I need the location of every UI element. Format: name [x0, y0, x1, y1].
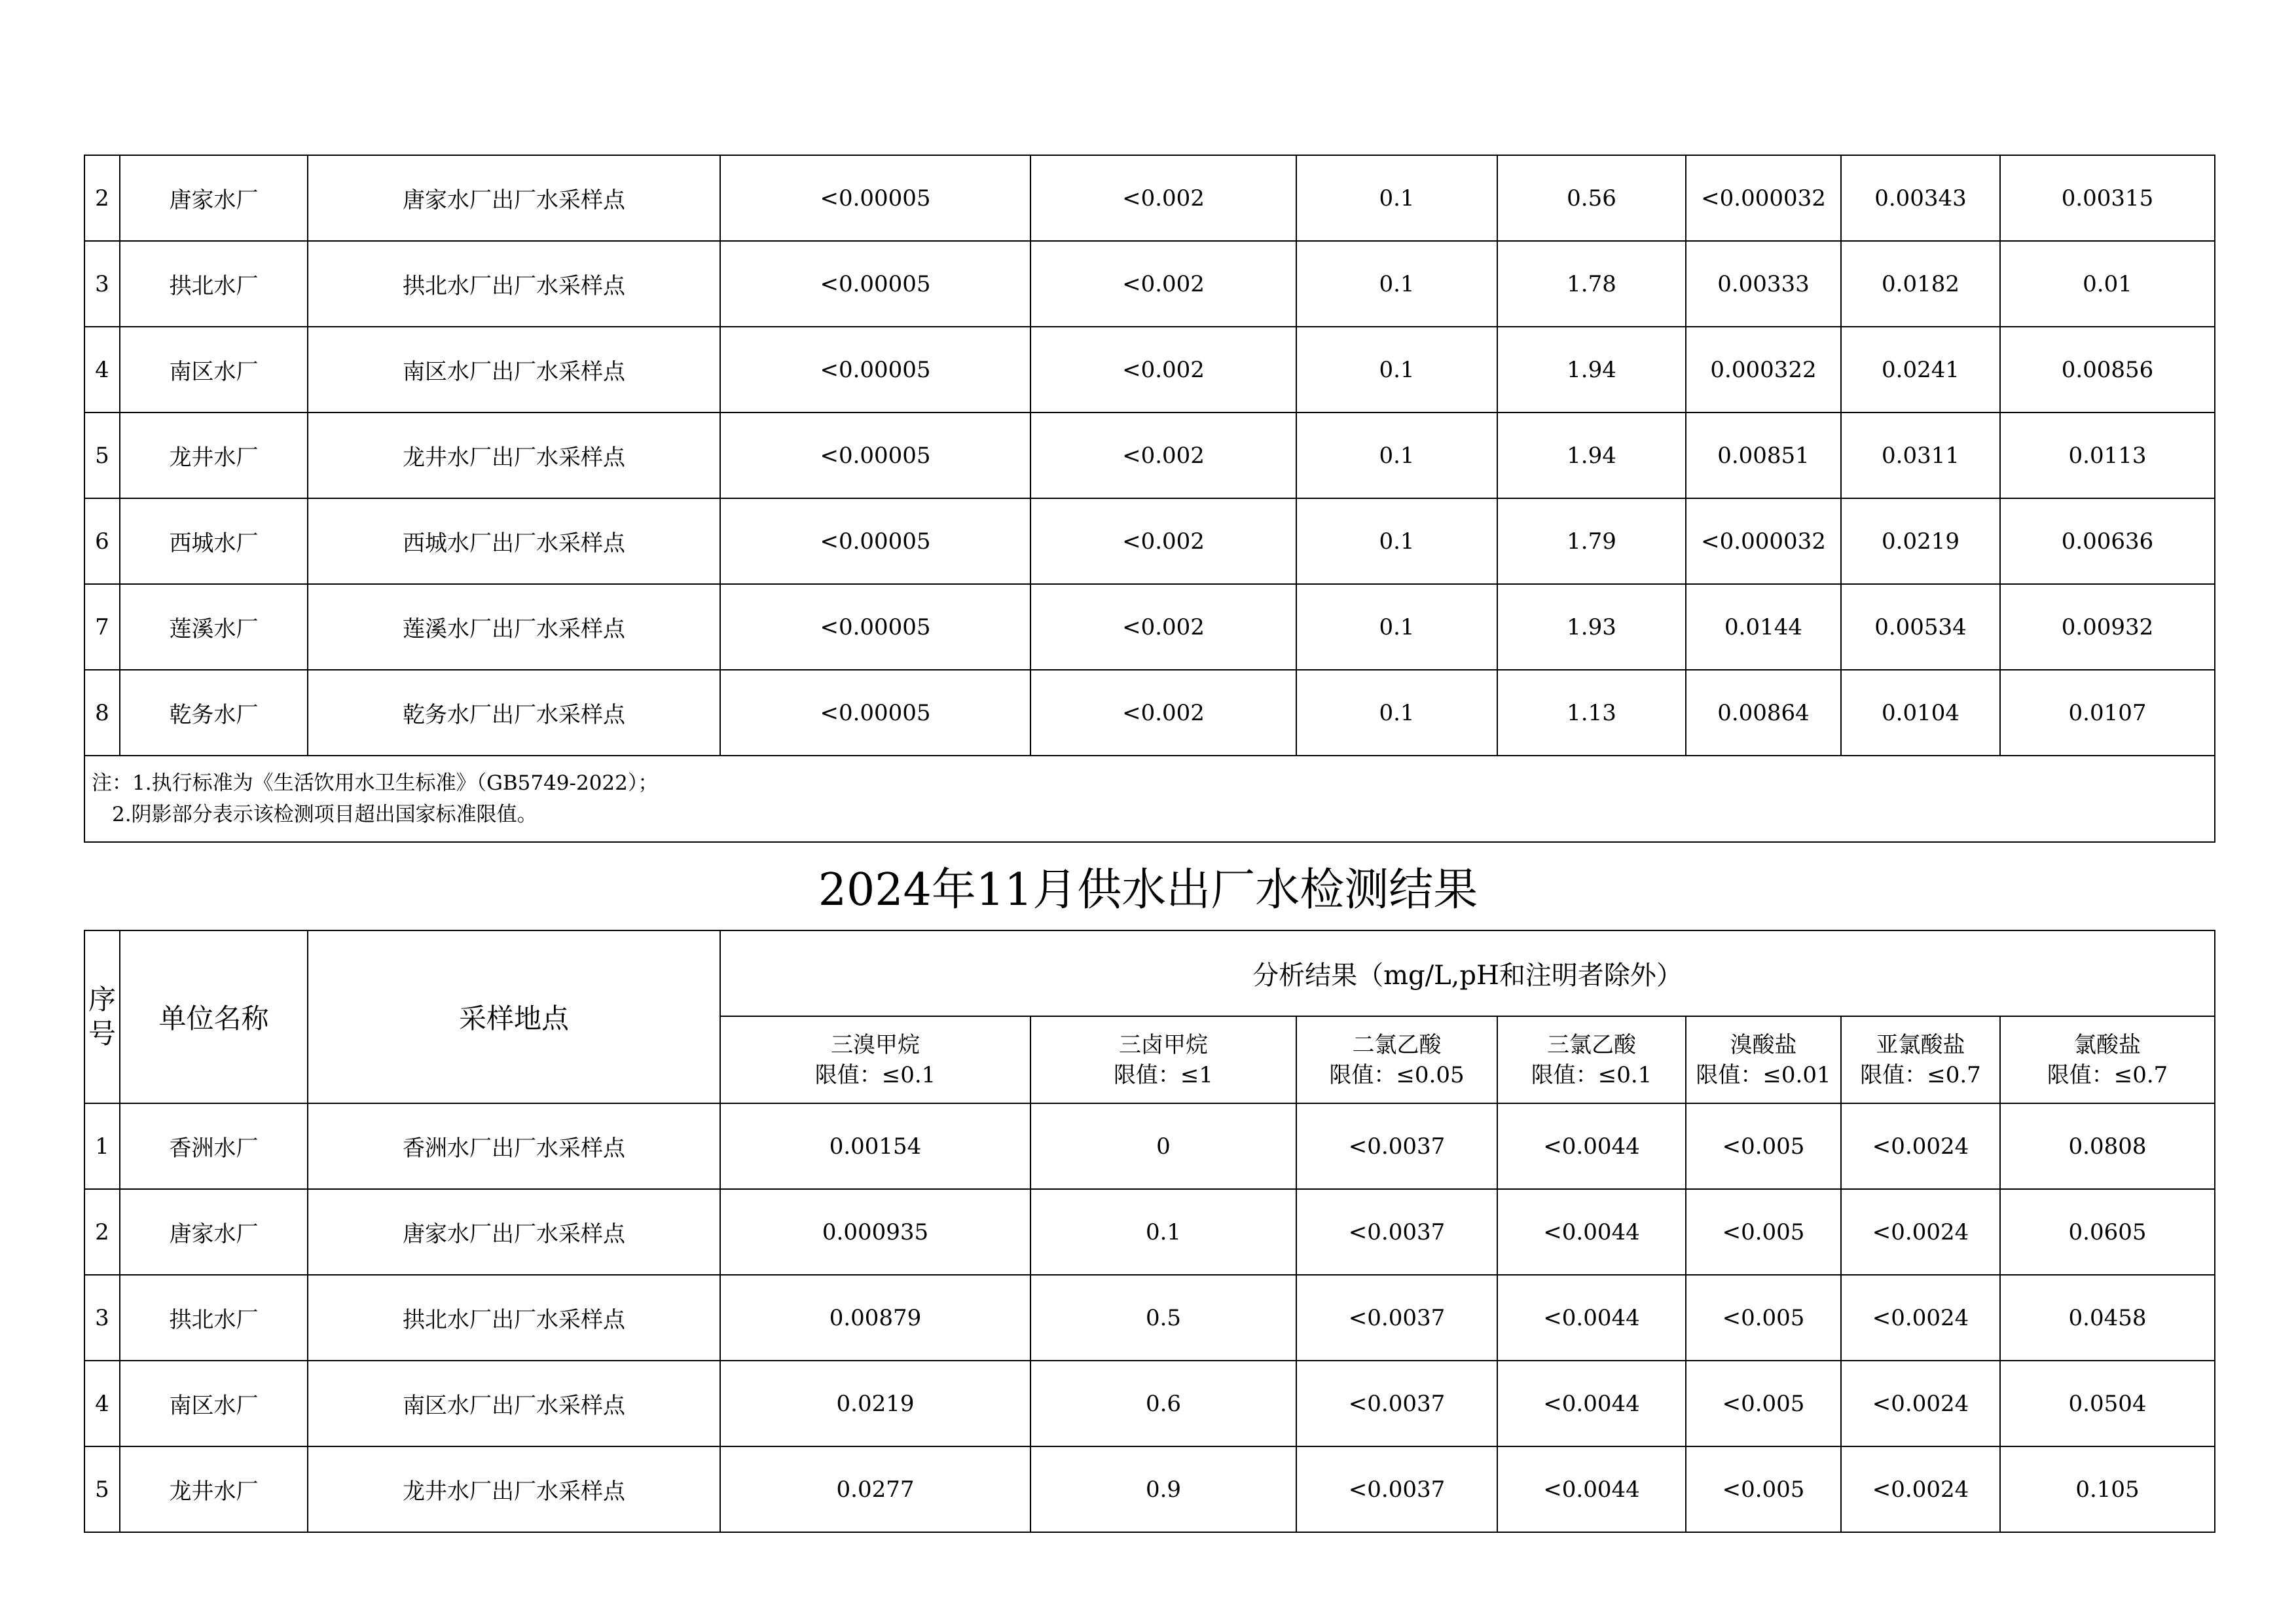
- column-name: 溴酸盐: [1730, 1031, 1797, 1058]
- table-row: [84, 241, 2215, 327]
- cell-sampling-site: 龙井水厂出厂水采样点: [308, 413, 720, 498]
- cell-v2: <0.002: [1030, 327, 1296, 413]
- cell-v5: 0.00851: [1686, 413, 1841, 498]
- cell-sampling-site: 南区水厂出厂水采样点: [308, 1361, 720, 1446]
- note-shading: 2.阴影部分表示该检测项目超出国家标准限值。: [92, 803, 538, 826]
- column-limit: 限值：≤0.1: [1531, 1061, 1652, 1088]
- cell-sampling-site: 唐家水厂出厂水采样点: [308, 1189, 720, 1275]
- cell-v4: 1.94: [1497, 413, 1686, 498]
- column-name: 三卤甲烷: [1119, 1031, 1208, 1058]
- page-title: 2024年11月供水出厂水检测结果: [818, 864, 1478, 916]
- column-name: 氯酸盐: [2074, 1031, 2141, 1058]
- cell-unit-name: 香洲水厂: [120, 1103, 308, 1189]
- cell-v4: <0.0044: [1497, 1189, 1686, 1275]
- cell-seq: 5: [84, 413, 120, 498]
- cell-v4: 1.78: [1497, 241, 1686, 327]
- cell-v4: <0.0044: [1497, 1361, 1686, 1446]
- cell-sampling-site: 香洲水厂出厂水采样点: [308, 1103, 720, 1189]
- cell-v6: 0.0219: [1841, 498, 2000, 584]
- cell-v6: 0.0104: [1841, 670, 2000, 756]
- cell-v7: 0.0808: [2000, 1103, 2215, 1189]
- cell-v4: 1.13: [1497, 670, 1686, 756]
- cell-v5: 0.00864: [1686, 670, 1841, 756]
- column-limit: 限值：≤0.01: [1696, 1061, 1831, 1088]
- cell-seq: 2: [84, 1189, 120, 1275]
- cell-v5: <0.005: [1686, 1361, 1841, 1446]
- cell-v7: 0.01: [2000, 241, 2215, 327]
- cell-sampling-site: 拱北水厂出厂水采样点: [308, 1275, 720, 1361]
- cell-unit-name: 南区水厂: [120, 1361, 308, 1446]
- cell-seq: 3: [84, 1275, 120, 1361]
- cell-v3: <0.0037: [1296, 1189, 1497, 1275]
- cell-v4: 0.56: [1497, 155, 1686, 241]
- cell-v3: 0.1: [1296, 327, 1497, 413]
- cell-v7: 0.00856: [2000, 327, 2215, 413]
- cell-unit-name: 南区水厂: [120, 327, 308, 413]
- cell-v1: 0.00879: [720, 1275, 1030, 1361]
- cell-v2: <0.002: [1030, 670, 1296, 756]
- cell-sampling-site: 乾务水厂出厂水采样点: [308, 670, 720, 756]
- cell-v7: 0.00636: [2000, 498, 2215, 584]
- header-column-2: [1030, 1016, 1296, 1103]
- cell-v3: 0.1: [1296, 498, 1497, 584]
- column-limit: 限值：≤1: [1113, 1061, 1214, 1088]
- cell-v7: 0.0113: [2000, 413, 2215, 498]
- cell-v3: 0.1: [1296, 155, 1497, 241]
- column-name: 二氯乙酸: [1352, 1031, 1442, 1058]
- header-column-5: [1686, 1016, 1841, 1103]
- table-row: [84, 670, 2215, 756]
- cell-seq: 7: [84, 584, 120, 670]
- cell-v4: 1.93: [1497, 584, 1686, 670]
- cell-seq: 1: [84, 1103, 120, 1189]
- cell-v5: <0.005: [1686, 1189, 1841, 1275]
- results-table-november-2024: [84, 930, 2215, 1533]
- cell-v3: 0.1: [1296, 413, 1497, 498]
- cell-v1: <0.00005: [720, 327, 1030, 413]
- table-row: [84, 327, 2215, 413]
- cell-v5: <0.005: [1686, 1446, 1841, 1532]
- cell-sampling-site: 南区水厂出厂水采样点: [308, 327, 720, 413]
- cell-v6: <0.0024: [1841, 1361, 2000, 1446]
- cell-seq: 6: [84, 498, 120, 584]
- cell-v6: 0.00343: [1841, 155, 2000, 241]
- cell-v1: <0.00005: [720, 413, 1030, 498]
- header-column-1: [720, 1016, 1030, 1103]
- table2-body: [84, 1103, 2215, 1532]
- cell-v3: <0.0037: [1296, 1275, 1497, 1361]
- cell-unit-name: 乾务水厂: [120, 670, 308, 756]
- cell-seq: 3: [84, 241, 120, 327]
- column-limit: 限值：≤0.05: [1329, 1061, 1465, 1088]
- column-name: 三溴甲烷: [831, 1031, 920, 1058]
- column-limit: 限值：≤0.7: [1860, 1061, 1981, 1088]
- header-row-1: [84, 930, 2215, 1016]
- cell-unit-name: 拱北水厂: [120, 241, 308, 327]
- table-row: [84, 1446, 2215, 1532]
- cell-v6: <0.0024: [1841, 1103, 2000, 1189]
- cell-v1: <0.00005: [720, 670, 1030, 756]
- cell-v7: 0.0605: [2000, 1189, 2215, 1275]
- cell-v3: <0.0037: [1296, 1103, 1497, 1189]
- table-row: [84, 1189, 2215, 1275]
- cell-v5: 0.000322: [1686, 327, 1841, 413]
- cell-v1: 0.0277: [720, 1446, 1030, 1532]
- table1-body: [84, 155, 2215, 842]
- header-column-4: [1497, 1016, 1686, 1103]
- cell-v1: <0.00005: [720, 584, 1030, 670]
- cell-v2: 0.6: [1030, 1361, 1296, 1446]
- cell-unit-name: 拱北水厂: [120, 1275, 308, 1361]
- cell-v6: 0.0241: [1841, 327, 2000, 413]
- cell-seq: 4: [84, 1361, 120, 1446]
- note-standard: 注：1.执行标准为《生活饮用水卫生标准》（GB5749-2022）；: [92, 771, 659, 795]
- column-name: 三氯乙酸: [1547, 1031, 1636, 1058]
- header-column-6: [1841, 1016, 2000, 1103]
- cell-v2: 0: [1030, 1103, 1296, 1189]
- cell-v1: <0.00005: [720, 241, 1030, 327]
- cell-sampling-site: 西城水厂出厂水采样点: [308, 498, 720, 584]
- cell-v3: 0.1: [1296, 584, 1497, 670]
- cell-sampling-site: 拱北水厂出厂水采样点: [308, 241, 720, 327]
- table-row: [84, 498, 2215, 584]
- cell-sampling-site: 莲溪水厂出厂水采样点: [308, 584, 720, 670]
- cell-unit-name: 龙井水厂: [120, 1446, 308, 1532]
- cell-v7: 0.0458: [2000, 1275, 2215, 1361]
- cell-v6: <0.0024: [1841, 1189, 2000, 1275]
- cell-v2: 0.5: [1030, 1275, 1296, 1361]
- cell-v4: 1.94: [1497, 327, 1686, 413]
- cell-v5: <0.000032: [1686, 155, 1841, 241]
- header-analysis-results: 分析结果（mg/L,pH和注明者除外）: [720, 930, 2215, 1016]
- cell-v6: 0.0182: [1841, 241, 2000, 327]
- cell-v3: <0.0037: [1296, 1361, 1497, 1446]
- cell-unit-name: 唐家水厂: [120, 1189, 308, 1275]
- table-row: [84, 413, 2215, 498]
- cell-v2: <0.002: [1030, 498, 1296, 584]
- header-column-7: [2000, 1016, 2215, 1103]
- table-row: [84, 584, 2215, 670]
- cell-v1: 0.000935: [720, 1189, 1030, 1275]
- table2-header: [84, 930, 2215, 1103]
- cell-seq: 2: [84, 155, 120, 241]
- cell-v6: <0.0024: [1841, 1275, 2000, 1361]
- header-column-3: [1296, 1016, 1497, 1103]
- notes-row: [84, 756, 2215, 842]
- cell-v2: <0.002: [1030, 241, 1296, 327]
- cell-v1: 0.00154: [720, 1103, 1030, 1189]
- table-row: [84, 1103, 2215, 1189]
- cell-v2: <0.002: [1030, 413, 1296, 498]
- cell-v4: <0.0044: [1497, 1103, 1686, 1189]
- cell-v7: 0.105: [2000, 1446, 2215, 1532]
- cell-sampling-site: 唐家水厂出厂水采样点: [308, 155, 720, 241]
- table-row: [84, 155, 2215, 241]
- cell-v5: 0.00333: [1686, 241, 1841, 327]
- header-sampling-site: 采样地点: [308, 930, 720, 1103]
- column-limit: 限值：≤0.7: [2047, 1061, 2168, 1088]
- cell-v6: 0.00534: [1841, 584, 2000, 670]
- table-row: [84, 1361, 2215, 1446]
- cell-unit-name: 西城水厂: [120, 498, 308, 584]
- cell-seq: 5: [84, 1446, 120, 1532]
- cell-seq: 8: [84, 670, 120, 756]
- header-seq: 序号: [84, 930, 120, 1103]
- notes-cell: [84, 756, 2215, 842]
- cell-v7: 0.00932: [2000, 584, 2215, 670]
- cell-v2: <0.002: [1030, 584, 1296, 670]
- header-unit-name: 单位名称: [120, 930, 308, 1103]
- cell-v1: <0.00005: [720, 498, 1030, 584]
- cell-v4: <0.0044: [1497, 1275, 1686, 1361]
- cell-v2: 0.9: [1030, 1446, 1296, 1532]
- cell-v3: 0.1: [1296, 670, 1497, 756]
- cell-sampling-site: 龙井水厂出厂水采样点: [308, 1446, 720, 1532]
- table-row: [84, 1275, 2215, 1361]
- cell-v5: <0.000032: [1686, 498, 1841, 584]
- cell-v2: <0.002: [1030, 155, 1296, 241]
- cell-v3: 0.1: [1296, 241, 1497, 327]
- cell-v3: <0.0037: [1296, 1446, 1497, 1532]
- cell-v7: 0.0107: [2000, 670, 2215, 756]
- cell-v5: <0.005: [1686, 1275, 1841, 1361]
- cell-v6: <0.0024: [1841, 1446, 2000, 1532]
- cell-v7: 0.00315: [2000, 155, 2215, 241]
- cell-seq: 4: [84, 327, 120, 413]
- cell-v7: 0.0504: [2000, 1361, 2215, 1446]
- cell-unit-name: 莲溪水厂: [120, 584, 308, 670]
- column-limit: 限值：≤0.1: [814, 1061, 936, 1088]
- column-name: 亚氯酸盐: [1876, 1031, 1965, 1058]
- cell-v6: 0.0311: [1841, 413, 2000, 498]
- cell-v5: <0.005: [1686, 1103, 1841, 1189]
- cell-v1: <0.00005: [720, 155, 1030, 241]
- cell-v5: 0.0144: [1686, 584, 1841, 670]
- cell-unit-name: 唐家水厂: [120, 155, 308, 241]
- cell-v2: 0.1: [1030, 1189, 1296, 1275]
- cell-unit-name: 龙井水厂: [120, 413, 308, 498]
- cell-v4: <0.0044: [1497, 1446, 1686, 1532]
- cell-v1: 0.0219: [720, 1361, 1030, 1446]
- results-table-continued: [84, 155, 2215, 843]
- cell-v4: 1.79: [1497, 498, 1686, 584]
